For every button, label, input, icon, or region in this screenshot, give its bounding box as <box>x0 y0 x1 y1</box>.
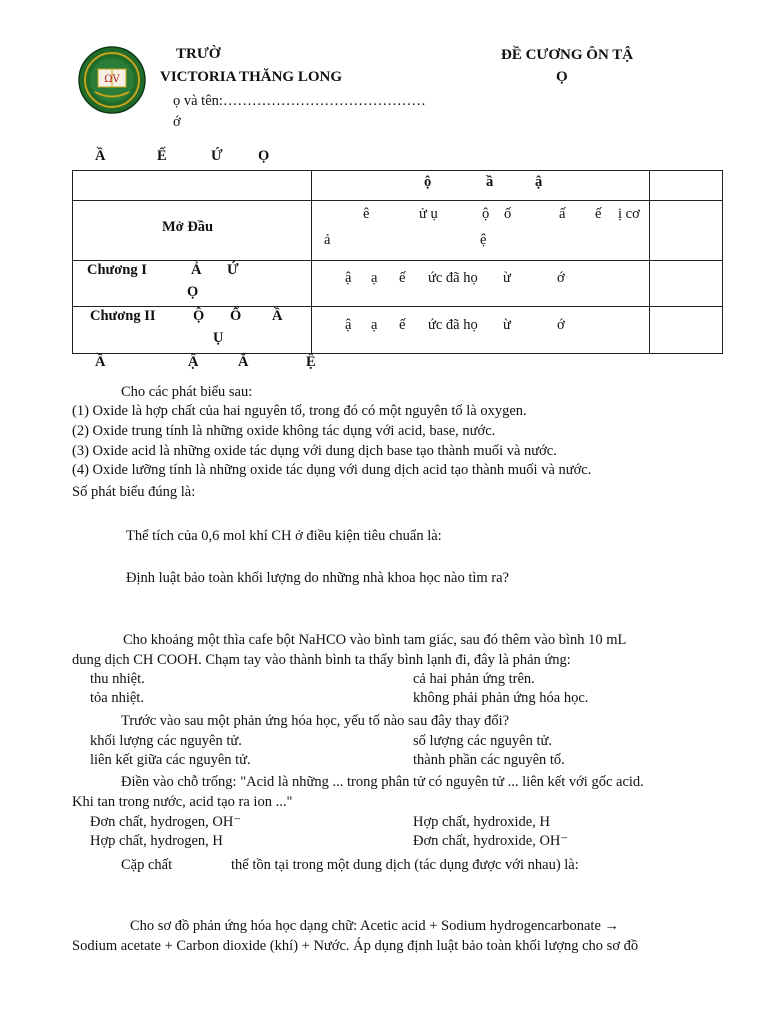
question-5-option-d: thành phần các nguyên tố. <box>413 752 565 768</box>
school-name-line1: TRƯỜ <box>176 46 221 62</box>
table-cell-char: ê <box>363 206 370 222</box>
question-5-option-c: liên kết giữa các nguyên tử. <box>90 752 251 768</box>
question-6-option-b: Hợp chất, hydroxide, H <box>413 814 550 830</box>
table-cell-char: ớ <box>557 317 565 333</box>
table-header-char: ộ <box>424 174 432 190</box>
table-header-char: ầ <box>486 174 494 190</box>
question-1-statement: (1) Oxide là hợp chất của hai nguyên tố, trong đó có một nguyên tố là oxygen. <box>72 403 527 419</box>
section1-heading-char: Ế <box>157 148 167 164</box>
question-6-option-d: Đơn chất, hydroxide, OH⁻ <box>413 833 569 849</box>
table-cell-char: ậ <box>345 317 352 333</box>
question-2: Thể tích của 0,6 mol khí CH ở điều kiện tiêu chuẩn là: <box>126 528 442 544</box>
table-row-label: Chương II <box>90 308 156 324</box>
table-cell-char: ạ <box>371 317 378 333</box>
table-cell-char: ế <box>399 317 406 333</box>
table-row-label-char: Ụ <box>213 330 224 346</box>
table-cell-char: ấ <box>559 206 566 222</box>
syllabus-table <box>72 170 723 354</box>
section2-heading-char: Ắ <box>238 354 249 370</box>
table-cell-char: ả <box>324 232 331 248</box>
question-6-line2: Khi tan trong nước, acid tạo ra ion ..." <box>72 794 293 810</box>
table-row-label: Chương I <box>87 262 147 278</box>
question-1-ask: Số phát biểu đúng là: <box>72 484 196 500</box>
table-cell-char: ớ <box>557 270 565 286</box>
section1-heading-char: Ứ <box>211 148 223 164</box>
table-cell-char: ừ <box>503 317 511 333</box>
question-1-intro: Cho các phát biểu sau: <box>121 384 253 400</box>
document-title-line1: ĐỀ CƯƠNG ÔN TẬ <box>501 47 634 63</box>
question-8-line1: Cho sơ đồ phản ứng hóa học dạng chữ: Acetic acid + Sodium hydrogencarbonate → <box>130 918 620 934</box>
question-5-option-b: số lượng các nguyên tử. <box>413 733 552 749</box>
table-row-label-char: Ả <box>191 262 202 278</box>
table-cell-char: ế <box>399 270 406 286</box>
question-4-option-b: cả hai phản ứng trên. <box>413 671 535 687</box>
question-4-option-c: tỏa nhiệt. <box>90 690 144 706</box>
question-6-line1: Điền vào chỗ trống: "Acid là những ... trong phân tử có nguyên tử ... liên kết với gốc acid. <box>121 774 644 790</box>
table-cell-char: ế <box>595 206 602 222</box>
table-row-label-char: Ứ <box>227 262 239 278</box>
question-4-line2: dung dịch CH COOH. Chạm tay vào thành bình ta thấy bình lạnh đi, đây là phản ứng: <box>72 652 571 668</box>
table-row-label-char: Ầ <box>272 308 283 324</box>
table-cell-char: ử ụ <box>419 206 438 222</box>
question-4-option-d: không phải phản ứng hóa học. <box>413 690 589 706</box>
question-3: Định luật bảo toàn khối lượng do những nhà khoa học nào tìm ra? <box>126 570 509 586</box>
school-logo <box>77 45 147 115</box>
question-1-statement: (2) Oxide trung tính là những oxide không tác dụng với acid, base, nước. <box>72 423 496 439</box>
table-cell-text: ức đã họ <box>428 270 478 286</box>
table-cell-char: ệ <box>480 232 487 248</box>
table-cell-char: ố <box>504 206 512 222</box>
document-title-line2: Ọ <box>556 69 568 85</box>
section2-heading-char: Ầ <box>95 354 106 370</box>
student-name-line: ọ và tên:…………………………………… <box>173 93 426 109</box>
table-cell-char: ạ <box>371 270 378 286</box>
section2-heading-char: Ậ <box>188 354 199 370</box>
table-cell-char: ậ <box>345 270 352 286</box>
table-cell-text: ức đã họ <box>428 317 478 333</box>
question-8-line2: Sodium acetate + Carbon dioxide (khí) + Nước. Áp dụng định luật bảo toàn khối lượng cho sơ đồ <box>72 938 639 954</box>
class-line: ớ <box>173 114 181 130</box>
section1-heading-char: Ọ <box>258 148 270 164</box>
question-4-line1: Cho khoảng một thìa cafe bột NaHCO vào bình tam giác, sau đó thêm vào bình 10 mL <box>123 632 627 648</box>
table-cell-char: ộ <box>482 206 490 222</box>
table-row-label-char: Ộ <box>193 308 205 324</box>
question-1-statement: (4) Oxide lưỡng tính là những oxide tác dụng với dung dịch acid tạo thành muối và nước. <box>72 462 592 478</box>
table-row-label: Mở Đầu <box>162 219 214 235</box>
question-6-option-a: Đơn chất, hydrogen, OH⁻ <box>90 814 242 830</box>
school-logo-emblem <box>77 45 147 115</box>
table-cell-char: ừ <box>503 270 511 286</box>
table-cell-char: ị cơ <box>618 206 640 222</box>
question-4-option-a: thu nhiệt. <box>90 671 145 687</box>
question-5-option-a: khối lượng các nguyên tử. <box>90 733 242 749</box>
logo-symbol: ΩV <box>104 74 120 85</box>
table-row-label-char: Ọ <box>187 284 199 300</box>
question-6-option-c: Hợp chất, hydrogen, H <box>90 833 223 849</box>
table-header-char: ậ <box>535 174 543 190</box>
question-7-part1: Cặp chất <box>121 857 173 873</box>
question-1-statement: (3) Oxide acid là những oxide tác dụng với dung dịch base tạo thành muối và nước. <box>72 443 557 459</box>
table-row-label-char: Ổ <box>230 308 242 324</box>
question-7-part2: thể tồn tại trong một dung dịch (tác dụng được với nhau) là: <box>231 857 579 873</box>
section1-heading-char: Ầ <box>95 148 106 164</box>
question-5: Trước vào sau một phản ứng hóa học, yếu tố nào sau đây thay đổi? <box>121 713 510 729</box>
section2-heading-char: Ệ <box>306 354 316 370</box>
school-name-line2: VICTORIA THĂNG LONG <box>160 69 342 85</box>
